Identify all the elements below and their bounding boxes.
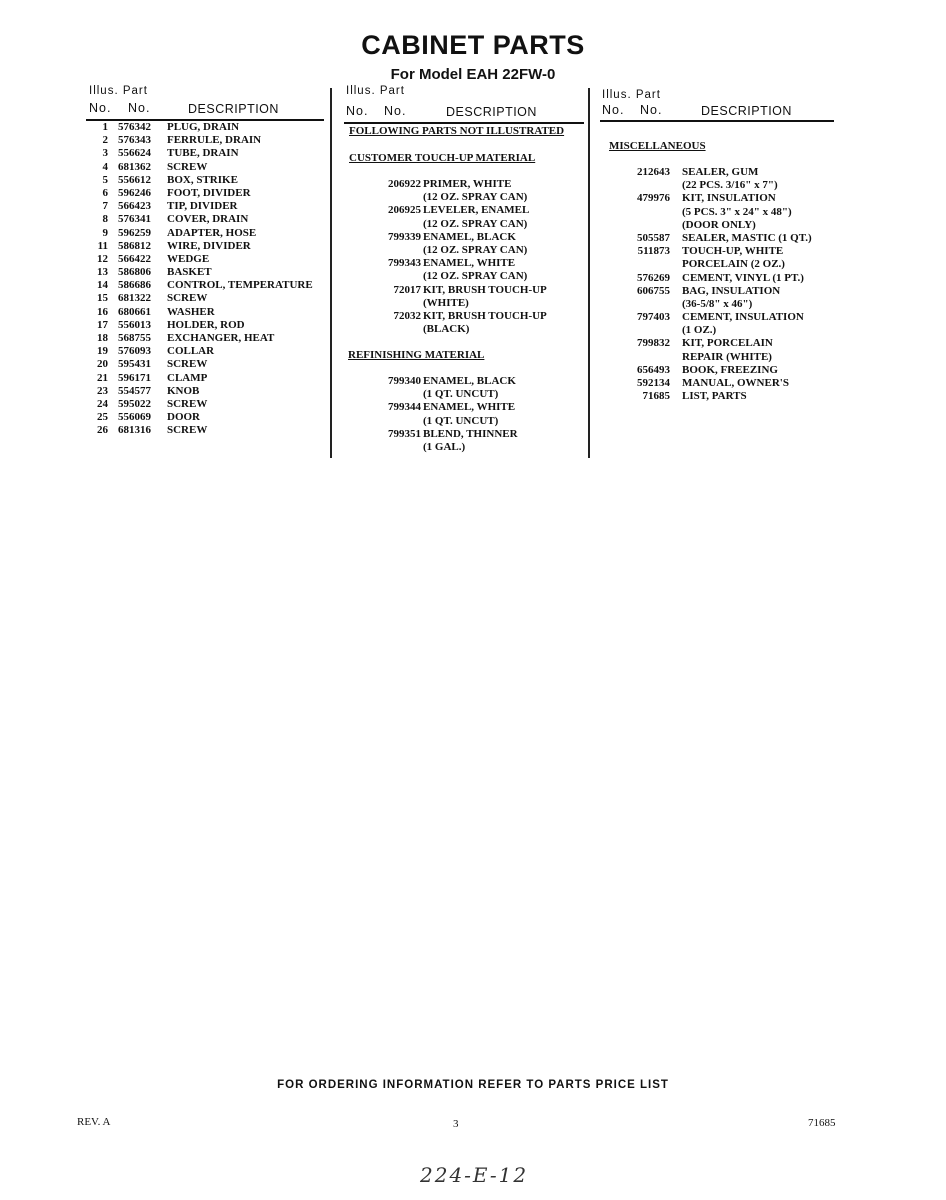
illus-number: 4	[102, 160, 108, 173]
part-description: KIT, PORCELAIN	[682, 337, 773, 350]
page-number: 3	[453, 1118, 459, 1130]
not-illustrated-heading: FOLLOWING PARTS NOT ILLUSTRATED	[349, 125, 565, 137]
part-description-detail: (22 PCS. 3/16" x 7")	[682, 179, 778, 192]
part-row	[86, 398, 326, 411]
illus-number: 12	[97, 252, 108, 265]
part-description: CEMENT, VINYL (1 PT.)	[682, 271, 804, 284]
part-row	[600, 245, 836, 258]
part-row-continued	[344, 191, 584, 204]
part-description: BOOK, FREEZING	[682, 363, 778, 376]
illus-number: 20	[97, 358, 108, 371]
part-row	[344, 428, 584, 441]
part-number: 576343	[118, 134, 151, 147]
part-description-detail: REPAIR (WHITE)	[682, 350, 772, 363]
column-divider	[588, 88, 590, 458]
header-rule	[600, 120, 834, 122]
part-number: 556624	[118, 147, 151, 160]
part-row-continued	[600, 206, 836, 219]
part-description: PLUG, DRAIN	[167, 121, 240, 133]
part-row-continued	[600, 219, 836, 232]
part-description: WIRE, DIVIDER	[167, 239, 251, 252]
part-description: PRIMER, WHITE	[423, 178, 512, 190]
part-description: TIP, DIVIDER	[167, 200, 238, 213]
header-description: DESCRIPTION	[188, 102, 279, 116]
part-row	[86, 213, 326, 226]
part-row	[344, 257, 584, 270]
part-row-continued	[600, 324, 836, 337]
refinishing-list	[344, 375, 584, 454]
part-row	[600, 390, 836, 403]
part-number: 596171	[118, 371, 151, 384]
part-number: 479976	[637, 192, 670, 205]
part-number: 799351	[388, 427, 421, 440]
part-description-detail: (BLACK)	[423, 323, 470, 336]
column-header	[86, 84, 326, 120]
part-row	[600, 377, 836, 390]
illus-number: 1	[102, 121, 108, 133]
part-description: SCREW	[167, 160, 208, 173]
part-number: 576341	[118, 213, 151, 226]
part-number: 680661	[118, 305, 151, 318]
part-description: SCREW	[167, 358, 208, 371]
part-number: 206925	[388, 204, 421, 217]
part-description-detail: PORCELAIN (2 OZ.)	[682, 258, 785, 271]
part-row	[86, 174, 326, 187]
part-description-detail: (5 PCS. 3" x 24" x 48")	[682, 205, 792, 218]
part-row	[344, 310, 584, 323]
part-row	[86, 345, 326, 358]
document-number: 71685	[808, 1117, 836, 1129]
part-row-continued	[344, 441, 584, 454]
part-number: 797403	[637, 311, 670, 324]
illus-number: 26	[97, 424, 108, 437]
column-header	[600, 84, 836, 120]
header-description: DESCRIPTION	[446, 105, 537, 119]
part-description: SCREW	[167, 292, 208, 305]
illus-number: 6	[102, 186, 108, 199]
illus-number: 17	[97, 318, 108, 331]
part-number: 556069	[118, 411, 151, 424]
part-row-continued	[344, 415, 584, 428]
part-row	[600, 166, 836, 179]
part-row	[344, 178, 584, 191]
part-description: SEALER, GUM	[682, 166, 759, 178]
part-description: EXCHANGER, HEAT	[167, 332, 275, 344]
column-header	[344, 84, 584, 120]
part-number: 576093	[118, 345, 151, 358]
part-number: 576342	[118, 121, 151, 133]
part-description: ENAMEL, WHITE	[423, 401, 516, 414]
header-rule	[344, 122, 584, 124]
parts-column-miscellaneous	[600, 84, 836, 403]
part-number: 556612	[118, 173, 151, 186]
part-description: KNOB	[167, 384, 200, 397]
part-number: 71685	[642, 390, 670, 403]
part-number: 596246	[118, 186, 151, 199]
part-description: LIST, PARTS	[682, 390, 747, 403]
part-row	[600, 311, 836, 324]
part-description-detail: (12 OZ. SPRAY CAN)	[423, 191, 528, 204]
header-part-no: No.	[128, 101, 151, 115]
handwritten-note: 224-E-12	[420, 1163, 529, 1187]
part-description: WEDGE	[167, 252, 210, 265]
part-description: WASHER	[167, 305, 215, 318]
part-description: DOOR	[167, 411, 200, 424]
illus-number: 24	[97, 397, 108, 410]
revision-label: REV. A	[77, 1116, 111, 1128]
illus-number: 18	[97, 332, 108, 344]
part-description: FOOT, DIVIDER	[167, 186, 251, 199]
part-row	[86, 266, 326, 279]
part-description: ENAMEL, BLACK	[423, 375, 516, 387]
part-row	[86, 161, 326, 174]
part-description: KIT, BRUSH TOUCH-UP	[423, 309, 547, 322]
part-description: ADAPTER, HOSE	[167, 226, 257, 239]
part-row	[86, 332, 326, 345]
part-row	[86, 187, 326, 200]
part-description-detail: (12 OZ. SPRAY CAN)	[423, 243, 528, 256]
ordering-footer: FOR ORDERING INFORMATION REFER TO PARTS PRICE LIST	[277, 1079, 669, 1091]
illus-number: 11	[97, 239, 108, 252]
part-description-detail: (12 OZ. SPRAY CAN)	[423, 270, 528, 283]
part-description-detail: (1 GAL.)	[423, 440, 466, 453]
part-number: 799832	[637, 337, 670, 350]
part-description-detail: (36-5/8" x 46")	[682, 297, 753, 310]
illus-number: 23	[97, 384, 108, 397]
part-number: 799344	[388, 401, 421, 414]
part-description-detail: (DOOR ONLY)	[682, 218, 756, 231]
parts-column-illustrated	[86, 84, 326, 438]
part-row	[86, 240, 326, 253]
part-row	[86, 319, 326, 332]
part-row	[86, 200, 326, 213]
customer-touchup-list	[344, 178, 584, 336]
part-row-continued	[600, 179, 836, 192]
part-row	[86, 292, 326, 305]
part-number: 206922	[388, 178, 421, 190]
header-description: DESCRIPTION	[701, 104, 792, 118]
part-number: 681316	[118, 424, 151, 437]
part-row	[86, 227, 326, 240]
part-description: BAG, INSULATION	[682, 284, 781, 297]
part-number: 511873	[637, 245, 670, 258]
part-description: MANUAL, OWNER'S	[682, 377, 789, 389]
part-description: BOX, STRIKE	[167, 173, 238, 186]
part-description: HOLDER, ROD	[167, 318, 245, 331]
part-description: COLLAR	[167, 345, 215, 358]
part-description: SCREW	[167, 397, 208, 410]
part-number: 595022	[118, 397, 151, 410]
illus-number: 15	[97, 292, 108, 305]
part-row	[86, 385, 326, 398]
part-description: TOUCH-UP, WHITE	[682, 245, 784, 258]
part-number: 566422	[118, 252, 151, 265]
page-title: CABINET PARTS	[361, 30, 585, 60]
part-number: 681362	[118, 160, 151, 173]
part-row-continued	[344, 270, 584, 283]
part-row	[86, 411, 326, 424]
part-number: 556013	[118, 318, 151, 331]
part-row-continued	[344, 218, 584, 231]
part-description: KIT, INSULATION	[682, 192, 776, 205]
part-row	[344, 231, 584, 244]
part-description: KIT, BRUSH TOUCH-UP	[423, 283, 547, 296]
part-description: TUBE, DRAIN	[167, 147, 239, 160]
part-row	[600, 364, 836, 377]
parts-column-not-illustrated	[344, 84, 584, 453]
part-description: BASKET	[167, 266, 212, 279]
part-description-detail: (1 OZ.)	[682, 324, 717, 337]
illus-number: 2	[102, 134, 108, 147]
header-illus-no: No.	[346, 104, 369, 118]
miscellaneous-heading: MISCELLANEOUS	[609, 140, 706, 152]
illus-number: 19	[97, 345, 108, 358]
part-number: 576269	[637, 271, 670, 284]
header-illus-part: Illus. Part	[602, 89, 661, 101]
part-row	[600, 192, 836, 205]
part-row-continued	[600, 351, 836, 364]
parts-list	[86, 121, 326, 438]
header-part-no: No.	[384, 104, 407, 118]
part-description: COVER, DRAIN	[167, 213, 249, 226]
part-row-continued	[344, 323, 584, 336]
part-description-detail: (WHITE)	[423, 296, 469, 309]
illus-number: 3	[102, 147, 108, 160]
part-row-continued	[344, 244, 584, 257]
part-number: 592134	[637, 377, 670, 389]
header-illus-no: No.	[89, 101, 112, 115]
illus-number: 14	[97, 279, 108, 292]
column-divider	[330, 88, 332, 458]
part-number: 799340	[388, 375, 421, 387]
part-number: 212643	[637, 166, 670, 178]
header-part-no: No.	[640, 103, 663, 117]
header-illus-part: Illus. Part	[89, 85, 148, 97]
part-description-detail: (12 OZ. SPRAY CAN)	[423, 217, 528, 230]
part-row	[86, 121, 326, 134]
part-row	[86, 279, 326, 292]
header-illus-part: Illus. Part	[346, 85, 405, 97]
part-number: 586686	[118, 279, 151, 292]
refinishing-heading: REFINISHING MATERIAL	[348, 349, 485, 361]
part-number: 505587	[637, 231, 670, 244]
part-row	[344, 375, 584, 388]
part-description: BLEND, THINNER	[423, 427, 518, 440]
part-description-detail: (1 QT. UNCUT)	[423, 388, 499, 401]
part-description: CONTROL, TEMPERATURE	[167, 279, 313, 292]
part-row-continued	[600, 258, 836, 271]
customer-touchup-heading: CUSTOMER TOUCH-UP MATERIAL	[349, 152, 536, 164]
part-row	[86, 253, 326, 266]
part-description: SCREW	[167, 424, 208, 437]
part-row	[600, 232, 836, 245]
illus-number: 13	[97, 266, 108, 279]
part-row	[344, 401, 584, 414]
part-description: CEMENT, INSULATION	[682, 311, 804, 324]
part-row	[86, 147, 326, 160]
part-description-detail: (1 QT. UNCUT)	[423, 414, 499, 427]
part-number: 681322	[118, 292, 151, 305]
part-row	[344, 204, 584, 217]
part-number: 606755	[637, 284, 670, 297]
part-number: 586812	[118, 239, 151, 252]
part-number: 595431	[118, 358, 151, 371]
part-number: 656493	[637, 363, 670, 376]
part-row	[600, 272, 836, 285]
part-number: 554577	[118, 384, 151, 397]
illus-number: 7	[102, 200, 108, 213]
part-row-continued	[600, 298, 836, 311]
illus-number: 16	[97, 305, 108, 318]
part-number: 586806	[118, 266, 151, 279]
part-row	[86, 358, 326, 371]
part-row	[600, 337, 836, 350]
header-illus-no: No.	[602, 103, 625, 117]
part-description: SEALER, MASTIC (1 QT.)	[682, 231, 812, 244]
part-number: 799339	[388, 230, 421, 243]
part-description: LEVELER, ENAMEL	[423, 204, 530, 217]
model-subtitle: For Model EAH 22FW-0	[390, 66, 556, 83]
part-number: 799343	[388, 257, 421, 270]
part-description: FERRULE, DRAIN	[167, 134, 262, 147]
illus-number: 9	[102, 226, 108, 239]
part-number: 72017	[393, 283, 421, 296]
part-row	[86, 306, 326, 319]
part-row	[86, 134, 326, 147]
part-row-continued	[344, 297, 584, 310]
part-number: 596259	[118, 226, 151, 239]
part-row	[86, 424, 326, 437]
part-description: CLAMP	[167, 371, 208, 384]
part-row	[600, 285, 836, 298]
part-number: 566423	[118, 200, 151, 213]
part-number: 568755	[118, 332, 151, 344]
part-row-continued	[344, 388, 584, 401]
part-row	[86, 372, 326, 385]
illus-number: 25	[97, 411, 108, 424]
miscellaneous-list	[600, 166, 836, 403]
illus-number: 5	[102, 173, 108, 186]
part-description: ENAMEL, WHITE	[423, 257, 516, 270]
part-description: ENAMEL, BLACK	[423, 230, 516, 243]
part-number: 72032	[393, 309, 421, 322]
part-row	[344, 284, 584, 297]
illus-number: 8	[102, 213, 108, 226]
illus-number: 21	[97, 371, 108, 384]
